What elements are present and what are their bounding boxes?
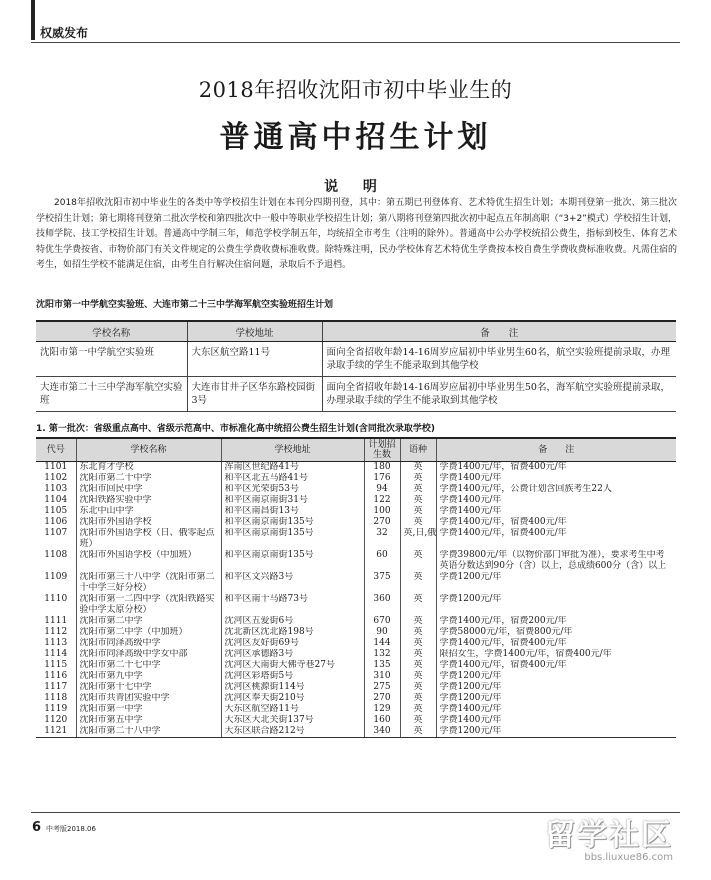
watermark-logo-text: 留学社区: [545, 818, 673, 853]
intro-heading: 说 明: [324, 179, 387, 195]
table-row: [36, 627, 676, 638]
planned-enrollment: 94: [364, 484, 400, 495]
remarks: 学费1400元/年: [436, 473, 676, 484]
first-batch-table: [36, 437, 676, 738]
language: 英: [400, 704, 436, 715]
remarks: 学费1400元/年: [436, 704, 676, 715]
language: 英: [400, 462, 436, 474]
school-code: 1104: [44, 495, 68, 505]
school-code: 1112: [44, 627, 68, 637]
school-code: 1101: [44, 462, 68, 472]
remarks: 学费1400元/年: [436, 715, 676, 726]
school-code: 1113: [44, 638, 68, 648]
language: 英: [400, 506, 436, 517]
table-row: [36, 377, 676, 412]
journal-issue: 中考版2018.06: [46, 825, 96, 833]
school-address: 沈河区友好街69号: [221, 638, 364, 649]
school-name: 沈阳市共青团实验中学: [76, 693, 221, 704]
table-row: [36, 616, 676, 627]
planned-enrollment: 122: [364, 495, 400, 506]
remarks: 学费1400元/年，宿费400元/年: [436, 528, 676, 550]
watermark: [545, 810, 673, 863]
table-row: [36, 715, 676, 726]
planned-enrollment: 340: [364, 726, 400, 738]
school-code: 1115: [44, 660, 68, 670]
school-name: 沈阳市第一中学航空实验班: [36, 342, 187, 377]
language: 英: [400, 660, 436, 671]
school-code: 1120: [44, 715, 68, 725]
watermark-url: bbs.liuxue86.com: [584, 852, 673, 863]
column-header-name: 学校名称: [76, 438, 221, 462]
language: 英: [400, 627, 436, 638]
planned-enrollment: 144: [364, 638, 400, 649]
remarks: 学费1400元/年，宿费400元/年: [436, 660, 676, 671]
planned-enrollment: 360: [364, 594, 400, 616]
school-address: 和平区光荣街53号: [221, 484, 364, 495]
planned-enrollment: 270: [364, 517, 400, 528]
intro-paragraph: 2018年招收沈阳市初中毕业生的各类中等学校招生计划在本刊分四期刊登，其中：第五期已刊登体育、艺术特优生招生计划；本期刊登第一批次、第三批次学校招生计划；第七期将刊登第二批次学校和第四批次中一般中等职业学校招生计划；第八期将刊登第四批次初中起点五年制高职（“3+2”模式）学校招生计划，技师学院、技工学校招生计划。普通高中学制三年，师范学校学制五年，均统招全市考生（注明的除外）。普通高中公办学校统招公费生，指标到校生、体育艺术特优生学费按省、市物价部门有关文件规定的公费生学费收费标准收费。除特殊注明，民办学校体育艺术特优生学费按本校自费生学费收费标准收费。凡需住宿的考生，如招生学校不能满足住宿，由考生自行解决住宿问题，录取后不予退档。: [36, 198, 677, 270]
table-row: [36, 495, 676, 506]
column-header-language: 语种: [400, 438, 436, 462]
planned-enrollment: 670: [364, 616, 400, 627]
school-code: 1110: [44, 594, 68, 604]
table1-title: 沈阳市第一中学航空实验班、大连市第二十三中学海军航空实验班招生计划: [36, 300, 334, 310]
school-name: 沈阳市第二中学: [76, 616, 221, 627]
school-name: 沈阳市第一二四中学（沈阳铁路实验中学太原分校）: [76, 594, 221, 616]
title-line1: 2018年招收沈阳市初中毕业生的: [198, 78, 513, 102]
school-code: 1111: [44, 616, 68, 626]
school-name: 沈阳市第五中学: [76, 715, 221, 726]
school-code: 1109: [44, 572, 68, 582]
remarks: 限招女生，学费1400元/年，宿费400元/年: [436, 649, 676, 660]
school-address: 和平区南京南街135号: [221, 528, 364, 550]
school-code: 1106: [44, 517, 68, 527]
school-name: 沈阳市回民中学: [76, 484, 221, 495]
title-line2: 普通高中招生计划: [219, 120, 492, 155]
school-address: 沈河区奉天街210号: [221, 693, 364, 704]
remarks: 学费1200元/年: [436, 671, 676, 682]
planned-enrollment: 90: [364, 627, 400, 638]
table-row: [36, 649, 676, 660]
planned-enrollment: 60: [364, 550, 400, 572]
language: 英: [400, 572, 436, 594]
school-address: 和平区文兴路3号: [221, 572, 364, 594]
planned-enrollment: 180: [364, 462, 400, 474]
school-address: 和平区南十马路73号: [221, 594, 364, 616]
school-address: 和平区南京南街135号: [221, 517, 364, 528]
school-address: 沈北新区沈北路198号: [221, 627, 364, 638]
column-header-address: 学校地址: [221, 438, 364, 462]
language: 英: [400, 715, 436, 726]
remarks: 学费1400元/年，宿费200元/年: [436, 616, 676, 627]
table-row: [36, 671, 676, 682]
header-rule: [31, 42, 680, 43]
table-row: [36, 462, 676, 474]
school-address: 大东区航空路11号: [221, 704, 364, 715]
school-name: 东北中山中学: [76, 506, 221, 517]
table-row: [36, 572, 676, 594]
planned-enrollment: 132: [364, 649, 400, 660]
language: 英: [400, 671, 436, 682]
remarks: 学费1400元/年，宿费400元/年: [436, 517, 676, 528]
planned-enrollment: 100: [364, 506, 400, 517]
table2-title: 1. 第一批次：省级重点高中、省级示范高中、市标准化高中统招公费生招生计划(含同批次录取学校): [36, 424, 436, 434]
school-name: 沈阳市同泽高级中学女中部: [76, 649, 221, 660]
remarks: 学费1400元/年: [436, 506, 676, 517]
school-address: 沈河区桃源街114号: [221, 682, 364, 693]
school-name: 沈阳市第二十七中学: [76, 660, 221, 671]
school-code: 1105: [44, 506, 68, 516]
planned-enrollment: 129: [364, 704, 400, 715]
school-code: 1108: [44, 550, 68, 560]
planned-enrollment: 275: [364, 682, 400, 693]
language: 英: [400, 616, 436, 627]
school-name: 沈阳市第九中学: [76, 671, 221, 682]
school-name: 沈阳市第三十八中学（沈阳市第二十中学三好分校）: [76, 572, 221, 594]
school-address: 和平区南京南街31号: [221, 495, 364, 506]
column-header-code: 代号: [36, 438, 76, 462]
remarks: 面向全省招收年龄14-16周岁应届初中毕业男生60名，航空实验班提前录取，办理录取手续的学生不能录取到其他学校: [322, 342, 676, 377]
school-address: 沈河区大南街大佛寺巷27号: [221, 660, 364, 671]
school-address: 大东区联合路212号: [221, 726, 364, 738]
planned-enrollment: 135: [364, 660, 400, 671]
column-header: 学校地址: [187, 321, 322, 342]
school-name: 沈阳市外国语学校（日、俄零起点班）: [76, 528, 221, 550]
school-name: 大连市第二十三中学海军航空实验班: [36, 377, 187, 412]
table-row: [36, 550, 676, 572]
language: 英: [400, 594, 436, 616]
planned-enrollment: 310: [364, 671, 400, 682]
table-row: [36, 693, 676, 704]
school-address: 沈河区五爱街6号: [221, 616, 364, 627]
school-address: 沈河区彩塔街5号: [221, 671, 364, 682]
language: 英: [400, 726, 436, 738]
remarks: 学费1200元/年: [436, 726, 676, 738]
language: 英: [400, 495, 436, 506]
table-row: [36, 528, 676, 550]
school-address: 和平区北五马路41号: [221, 473, 364, 484]
remarks: 学费1200元/年: [436, 693, 676, 704]
school-name: 沈阳铁路实验中学: [76, 495, 221, 506]
aviation-class-table: [36, 320, 676, 412]
planned-enrollment: 32: [364, 528, 400, 550]
planned-enrollment: 270: [364, 693, 400, 704]
school-code: 1118: [44, 693, 68, 703]
table-row: [36, 517, 676, 528]
table-row: [36, 484, 676, 495]
school-code: 1119: [44, 704, 68, 714]
school-code: 1102: [44, 473, 68, 483]
language: 英: [400, 649, 436, 660]
school-address: 浑南区世纪路41号: [221, 462, 364, 474]
language: 英: [400, 517, 436, 528]
language: 英: [400, 638, 436, 649]
language: 英: [400, 484, 436, 495]
language: 英: [400, 550, 436, 572]
page-number: 6: [32, 820, 42, 835]
school-address: 大连市甘井子区华东路校园街3号: [187, 377, 322, 412]
remarks: 学费1400元/年，公费计划含回族考生22人: [436, 484, 676, 495]
school-code: 1103: [44, 484, 68, 494]
column-header: 学校名称: [36, 321, 187, 342]
planned-enrollment: 375: [364, 572, 400, 594]
remarks: 面向全省招收年龄14-16周岁应届初中毕业男生50名，海军航空实验班提前录取，办理录取手续的学生不能录取到其他学校: [322, 377, 676, 412]
column-header: 备 注: [322, 321, 676, 342]
table-row: [36, 682, 676, 693]
school-name: 东北育才学校: [76, 462, 221, 474]
section-label: 权威发布: [40, 26, 89, 40]
school-address: 沈河区承德路3号: [221, 649, 364, 660]
language: 英,日,俄: [400, 528, 436, 550]
language: 英: [400, 473, 436, 484]
school-name: 沈阳市第二十八中学: [76, 726, 221, 738]
school-code: 1121: [36, 726, 76, 738]
school-name: 沈阳市外国语学校: [76, 517, 221, 528]
language: 英: [400, 693, 436, 704]
school-name: 沈阳市第十七中学: [76, 682, 221, 693]
school-name: 沈阳市同泽高级中学: [76, 638, 221, 649]
section-marker: [31, 0, 35, 40]
table-header-row: [36, 438, 676, 462]
planned-enrollment: 160: [364, 715, 400, 726]
planned-enrollment: 176: [364, 473, 400, 484]
remarks: 学费1400元/年，宿费400元/年: [436, 462, 676, 474]
table-row: [36, 660, 676, 671]
school-code: 1114: [44, 649, 68, 659]
school-code: 1116: [44, 671, 68, 681]
school-name: 沈阳市第一中学: [76, 704, 221, 715]
remarks: 学费1200元/年: [436, 682, 676, 693]
school-address: 大东区大北关街137号: [221, 715, 364, 726]
table-row: [36, 704, 676, 715]
school-address: 和平区南京南街135号: [221, 550, 364, 572]
school-code: 1107: [44, 528, 68, 538]
remarks: 学费58000元/年，宿费800元/年: [436, 627, 676, 638]
remarks: 学费1400元/年: [436, 495, 676, 506]
table-row: [36, 594, 676, 616]
table-row: [36, 342, 676, 377]
language: 英: [400, 682, 436, 693]
school-code: 1117: [44, 682, 68, 692]
table-header-row: [36, 321, 676, 342]
school-address: 大东区航空路11号: [187, 342, 322, 377]
table-row: [36, 726, 676, 738]
table-row: [36, 638, 676, 649]
table-row: [36, 506, 676, 517]
column-header-remarks: 备 注: [436, 438, 676, 462]
remarks: 学费39800元/年（以物价部门审批为准），要求考生中考英语分数达到90分（含）以上，总成绩600分（含）以上: [436, 550, 676, 572]
school-address: 和平区南昌街13号: [221, 506, 364, 517]
remarks: 学费1200元/年: [436, 594, 676, 616]
school-name: 沈阳市外国语学校（中加班）: [76, 550, 221, 572]
remarks: 学费1200元/年: [436, 572, 676, 594]
column-header-plan: 计划招生数: [364, 438, 400, 462]
remarks: 学费1400元/年，宿费400元/年: [436, 638, 676, 649]
school-name: 沈阳市第二中学（中加班）: [76, 627, 221, 638]
school-name: 沈阳市第二十中学: [76, 473, 221, 484]
table-row: [36, 473, 676, 484]
